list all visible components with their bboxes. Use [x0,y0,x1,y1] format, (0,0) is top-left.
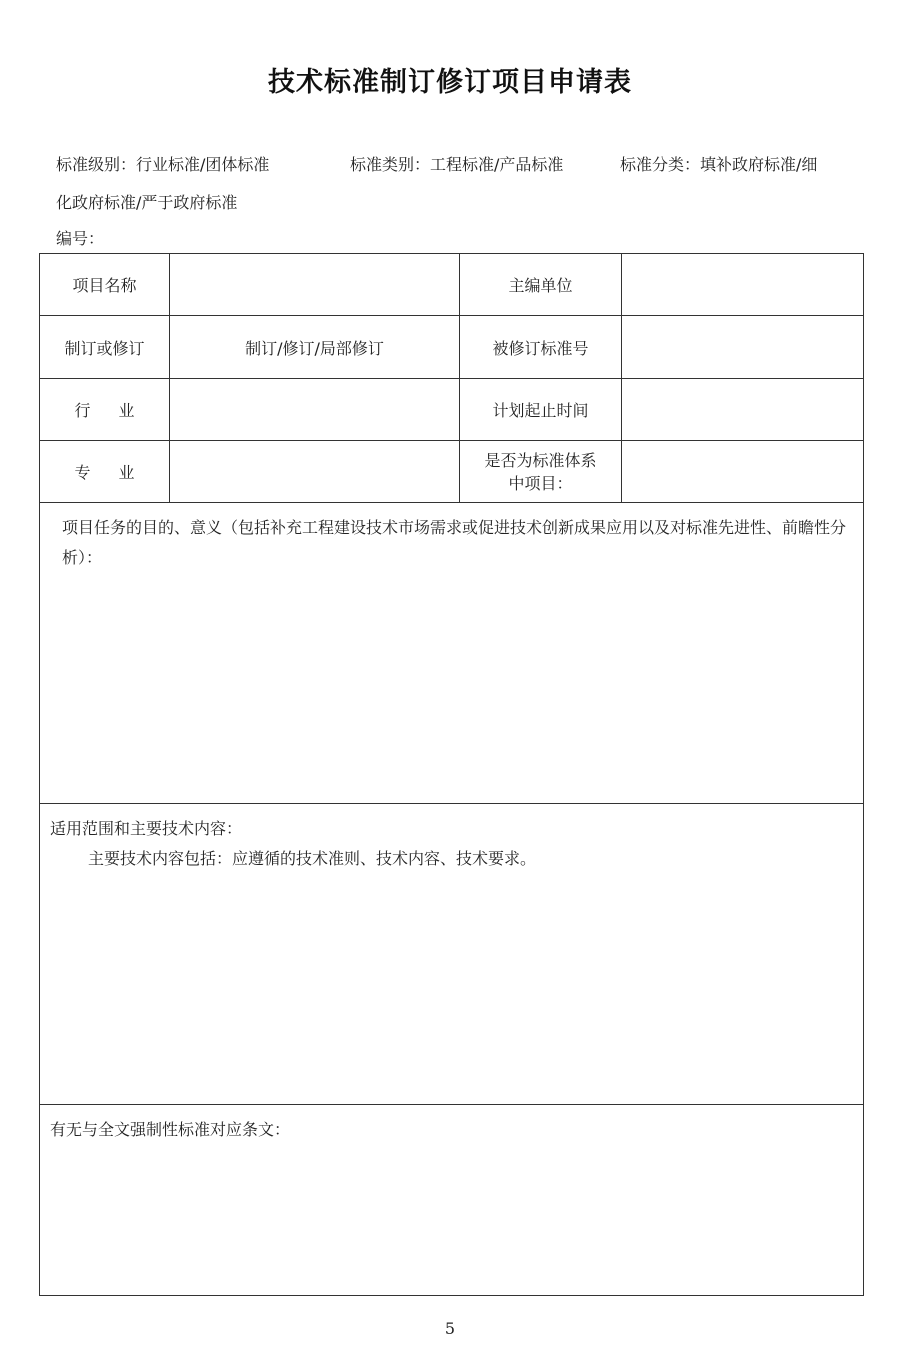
industry-label-cell [40,379,170,441]
scope-section[interactable] [40,804,864,1105]
standard-level: 标准级别：行业标准/团体标准 [56,155,270,174]
standard-system-label-line1: 是否为标准体系 [484,450,597,470]
specialty-label-cell [40,441,170,503]
page-number: 5 [444,1319,456,1338]
standard-system-label-cell [460,441,622,503]
table-row [40,441,864,503]
chief-editor-label: 主编单位 [460,254,622,316]
chief-editor-field[interactable] [622,254,864,316]
scope-detail: 主要技术内容包括：应遵循的技术准则、技术内容、技术要求。 [88,849,537,868]
standard-category-part1: 标准分类：填补政府标准/细 [620,155,818,174]
standard-category-part2: 化政府标准/严于政府标准 [56,193,238,212]
table-row [40,503,864,804]
industry-field[interactable] [170,379,460,441]
standard-type: 标准类别：工程标准/产品标准 [350,155,564,174]
specialty-field[interactable] [170,441,460,503]
revise-type-label: 制订或修订 [40,316,170,379]
purpose-section[interactable] [40,503,864,804]
revised-standard-label: 被修订标准号 [460,316,622,379]
form-title: 技术标准制订修订项目申请表 [268,67,632,98]
table-row [40,804,864,1105]
revised-standard-field[interactable] [622,316,864,379]
project-name-label: 项目名称 [40,254,170,316]
table-row [40,1105,864,1296]
project-name-field[interactable] [170,254,460,316]
standard-meta-line [56,152,856,175]
plan-time-field[interactable] [622,379,864,441]
standard-system-field[interactable] [622,441,864,503]
form-number-label: 编号： [56,229,105,248]
revise-type-field[interactable]: 制订/修订/局部修订 [170,316,460,379]
specialty-label: 专业 [74,463,163,482]
purpose-label: 项目任务的目的、意义（包括补充工程建设技术市场需求或促进技术创新成果应用以及对标准先进性、前瞻性分析）： [62,518,847,567]
standard-system-label [484,449,596,495]
industry-label: 行业 [74,401,163,420]
table-row [40,379,864,441]
standard-system-label-line2: 中项目： [508,473,573,493]
application-form-table [39,253,864,1296]
mandatory-clause-label: 有无与全文强制性标准对应条文： [50,1120,291,1139]
scope-label: 适用范围和主要技术内容： [50,819,243,838]
plan-time-label: 计划起止时间 [460,379,622,441]
table-row [40,254,864,316]
table-row [40,316,864,379]
mandatory-clause-section[interactable] [40,1105,864,1296]
